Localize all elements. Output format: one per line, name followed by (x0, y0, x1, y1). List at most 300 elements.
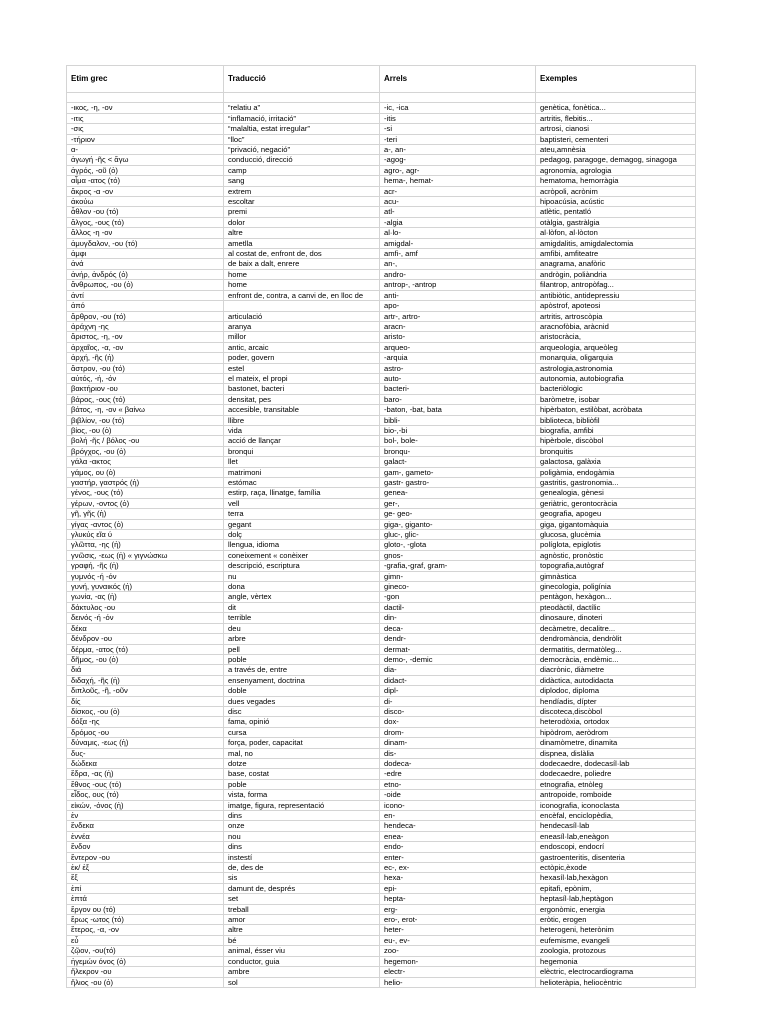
greek-etymon-cell: ἐπί (67, 883, 224, 893)
translation-cell: terra (224, 509, 380, 519)
table-row (67, 758, 696, 768)
translation-cell: mal, no (224, 748, 380, 758)
roots-cell: artr-, artro- (380, 311, 536, 321)
roots-cell: ge- geo- (380, 509, 536, 519)
glossary-sheet (66, 65, 695, 988)
examples-cell: dinosaure, dinoteri (536, 613, 696, 623)
table-row (67, 831, 696, 841)
table-row (67, 519, 696, 529)
greek-etymon-cell: ἀκούω (67, 197, 224, 207)
greek-etymon-cell: βάτος, -η, -ον « βαίνω (67, 405, 224, 415)
greek-etymon-cell: δέκα (67, 623, 224, 633)
spacer-cell (536, 93, 696, 103)
table-row (67, 207, 696, 217)
translation-cell: “relatiu a” (224, 103, 380, 113)
greek-etymon-cell: εἶδος, ους (τό) (67, 790, 224, 800)
translation-cell: dit (224, 602, 380, 612)
translation-cell: disc (224, 706, 380, 716)
greek-etymon-cell: γυνή, γυναικός (ἡ) (67, 582, 224, 592)
roots-cell: helio- (380, 977, 536, 987)
table-row (67, 498, 696, 508)
roots-cell: heter- (380, 925, 536, 935)
roots-cell: acr- (380, 186, 536, 196)
translation-cell: vista, forma (224, 790, 380, 800)
translation-cell: “inflamació, irritació” (224, 113, 380, 123)
roots-cell: amigdal- (380, 238, 536, 248)
table-row (67, 561, 696, 571)
table-row (67, 925, 696, 935)
greek-etymon-cell: ἕνδεκα (67, 821, 224, 831)
examples-cell: acròpoli, acrònim (536, 186, 696, 196)
examples-cell: eufemisme, evangeli (536, 935, 696, 945)
table-row (67, 613, 696, 623)
greek-etymon-cell: ἄκρος -α -ον (67, 186, 224, 196)
examples-cell: geografia, apogeu (536, 509, 696, 519)
greek-etymon-cell: γωνία, -ας (ἡ) (67, 592, 224, 602)
translation-cell: arbre (224, 634, 380, 644)
table-row (67, 790, 696, 800)
translation-cell: damunt de, després (224, 883, 380, 893)
roots-cell: apo- (380, 301, 536, 311)
examples-cell: epitafi, epònim, (536, 883, 696, 893)
table-row (67, 446, 696, 456)
table-row (67, 800, 696, 810)
table-row (67, 946, 696, 956)
examples-cell: dodecaedre, dodecasíl·lab (536, 758, 696, 768)
roots-cell: -grafia,-graf, gram- (380, 561, 536, 571)
translation-cell: matrimoni (224, 467, 380, 477)
greek-etymon-cell: -ιτις (67, 113, 224, 123)
translation-cell: poble (224, 654, 380, 664)
header-row (67, 66, 696, 93)
examples-cell: decàmetre, decalitre... (536, 623, 696, 633)
greek-etymon-cell: ζῷον, -ου(τό) (67, 946, 224, 956)
roots-cell: bacteri- (380, 384, 536, 394)
table-row (67, 904, 696, 914)
roots-cell: eu-, ev- (380, 935, 536, 945)
table-row (67, 478, 696, 488)
examples-cell: glucosa, glucèmia (536, 530, 696, 540)
greek-etymon-cell: δέρμα, -ατος (τό) (67, 644, 224, 654)
examples-cell: apòstrof, apoteosi (536, 301, 696, 311)
examples-cell: endoscopi, endocrí (536, 842, 696, 852)
greek-etymon-cell: δόξα -ης (67, 717, 224, 727)
translation-cell: a través de, entre (224, 665, 380, 675)
roots-cell: bibli- (380, 415, 536, 425)
translation-cell: altre (224, 228, 380, 238)
translation-cell: dona (224, 582, 380, 592)
roots-cell: -algia (380, 217, 536, 227)
greek-etymon-cell: -σις (67, 124, 224, 134)
roots-cell: aracn- (380, 321, 536, 331)
roots-cell: -si (380, 124, 536, 134)
greek-etymon-cell: δυς- (67, 748, 224, 758)
roots-cell: dermat- (380, 644, 536, 654)
translation-cell: treball (224, 904, 380, 914)
roots-cell: -oide (380, 790, 536, 800)
greek-etymon-cell: ἔργον ου (τό) (67, 904, 224, 914)
greek-etymon-cell: ἆθλον -ου (τό) (67, 207, 224, 217)
examples-cell: hipoacúsia, acústic (536, 197, 696, 207)
translation-cell: descripció, escriptura (224, 561, 380, 571)
examples-cell: etnografia, etnòleg (536, 779, 696, 789)
table-row (67, 686, 696, 696)
roots-cell: aristo- (380, 332, 536, 342)
examples-cell: giga, gigantomàquia (536, 519, 696, 529)
roots-cell: dinam- (380, 738, 536, 748)
translation-cell: gegant (224, 519, 380, 529)
greek-etymon-cell: ἤλεκρον -ου (67, 967, 224, 977)
table-row (67, 124, 696, 134)
greek-etymon-cell: ἀρχή, -ῆς (ἡ) (67, 353, 224, 363)
roots-cell: -arquia (380, 353, 536, 363)
roots-cell: hema-, hemat- (380, 176, 536, 186)
roots-cell: dia- (380, 665, 536, 675)
table-row (67, 571, 696, 581)
translation-cell: “malaltia, estat irregular” (224, 124, 380, 134)
examples-cell: democràcia, endèmic... (536, 654, 696, 664)
table-row (67, 176, 696, 186)
translation-cell: escoltar (224, 197, 380, 207)
examples-cell: didàctica, autodidacta (536, 675, 696, 685)
examples-cell: al·lòfon, al·lòcton (536, 228, 696, 238)
translation-cell: extrem (224, 186, 380, 196)
translation-cell: altre (224, 925, 380, 935)
greek-etymon-cell: βάρος, -ους (τό) (67, 394, 224, 404)
table-row (67, 405, 696, 415)
roots-cell: atl- (380, 207, 536, 217)
table-row (67, 894, 696, 904)
roots-cell: ger-, (380, 498, 536, 508)
greek-etymon-cell: ἔντερον -ου (67, 852, 224, 862)
roots-cell: an-, (380, 259, 536, 269)
roots-cell: a-, an- (380, 145, 536, 155)
examples-cell: hendecasíl·lab (536, 821, 696, 831)
examples-cell: hipòdrom, aeròdrom (536, 727, 696, 737)
roots-cell: agro-, agr- (380, 165, 536, 175)
roots-cell: bronqu- (380, 446, 536, 456)
examples-cell: filantrop, antropòfag... (536, 280, 696, 290)
table-row (67, 811, 696, 821)
roots-cell: auto- (380, 373, 536, 383)
examples-cell: poligàmia, endogàmia (536, 467, 696, 477)
roots-cell: arqueo- (380, 342, 536, 352)
greek-etymon-cell: ἕξ (67, 873, 224, 883)
examples-cell: eròtic, erogen (536, 915, 696, 925)
table-row (67, 290, 696, 300)
examples-cell: heterogeni, heterònim (536, 925, 696, 935)
roots-cell: icono- (380, 800, 536, 810)
greek-etymon-cell: α- (67, 145, 224, 155)
table-row (67, 134, 696, 144)
table-row (67, 145, 696, 155)
translation-cell: terrible (224, 613, 380, 623)
greek-etymon-cell: αὐτός, -ή, -όν (67, 373, 224, 383)
examples-cell: agnòstic, pronòstic (536, 550, 696, 560)
examples-cell: ectòpic,èxode (536, 863, 696, 873)
table-row (67, 779, 696, 789)
translation-cell: imatge, figura, representació (224, 800, 380, 810)
table-row (67, 967, 696, 977)
table-row (67, 738, 696, 748)
translation-cell: sis (224, 873, 380, 883)
examples-cell: gastroenteritis, disenteria (536, 852, 696, 862)
table-row (67, 259, 696, 269)
translation-cell: poder, govern (224, 353, 380, 363)
greek-etymon-cell: βολή -ῆς / βόλος -ου (67, 436, 224, 446)
translation-cell: sol (224, 977, 380, 987)
examples-cell: baròmetre, isobar (536, 394, 696, 404)
examples-cell: dispnea, dislàlia (536, 748, 696, 758)
examples-cell: hendíadis, dípter (536, 696, 696, 706)
greek-etymon-cell: ἀγωγή -ῆς < ἄγω (67, 155, 224, 165)
translation-cell: antic, arcaic (224, 342, 380, 352)
roots-cell: gluc-, glic- (380, 530, 536, 540)
table-row (67, 238, 696, 248)
roots-cell: didact- (380, 675, 536, 685)
spacer-cell (67, 93, 224, 103)
table-row (67, 321, 696, 331)
roots-cell: gloto-, -glota (380, 540, 536, 550)
table-row (67, 873, 696, 883)
table-row (67, 634, 696, 644)
table-row (67, 373, 696, 383)
greek-etymon-cell: ἀνήρ, ἀνδρός (ὁ) (67, 269, 224, 279)
translation-cell: set (224, 894, 380, 904)
table-row (67, 582, 696, 592)
greek-etymon-cell: ἔρως -ωτος (τό) (67, 915, 224, 925)
table-row (67, 602, 696, 612)
table-row (67, 467, 696, 477)
translation-cell: fama, opinió (224, 717, 380, 727)
translation-cell: instestí (224, 852, 380, 862)
translation-cell: bé (224, 935, 380, 945)
translation-cell: al costat de, enfront de, dos (224, 249, 380, 259)
greek-etymon-cell: ἀμφι (67, 249, 224, 259)
translation-cell: dins (224, 811, 380, 821)
translation-cell: força, poder, capacitat (224, 738, 380, 748)
table-row (67, 675, 696, 685)
greek-etymon-cell: ἄρθρον, -ου (τό) (67, 311, 224, 321)
table-row (67, 863, 696, 873)
roots-cell: -baton, -bat, bata (380, 405, 536, 415)
greek-etymon-cell: ἄνθρωπος, -ου (ὁ) (67, 280, 224, 290)
roots-cell: dendr- (380, 634, 536, 644)
header-roots: Arrels (380, 66, 536, 93)
translation-cell: base, costat (224, 769, 380, 779)
greek-etymon-cell: ἐκ/ ἐξ (67, 863, 224, 873)
table-row (67, 301, 696, 311)
translation-cell: estel (224, 363, 380, 373)
roots-cell: demo-, -demic (380, 654, 536, 664)
translation-cell: estirp, raça, llinatge, família (224, 488, 380, 498)
roots-cell: etno- (380, 779, 536, 789)
table-row (67, 113, 696, 123)
table-row (67, 165, 696, 175)
examples-cell: artritis, flebitis... (536, 113, 696, 123)
examples-cell: agronomia, agrologia (536, 165, 696, 175)
greek-etymon-cell: δίς (67, 696, 224, 706)
greek-etymon-cell: ἀπό (67, 301, 224, 311)
translation-cell: coneixement « conèixer (224, 550, 380, 560)
translation-cell: deu (224, 623, 380, 633)
roots-cell: gimn- (380, 571, 536, 581)
translation-cell: enfront de, contra, a canvi de, en lloc de (224, 290, 380, 300)
roots-cell: ero-, erot- (380, 915, 536, 925)
greek-etymon-cell: βίος, -ου (ὁ) (67, 425, 224, 435)
roots-cell: -ic, -ica (380, 103, 536, 113)
table-row (67, 935, 696, 945)
greek-etymon-cell: ἄλγος, -ους (τό) (67, 217, 224, 227)
translation-cell: “lloc” (224, 134, 380, 144)
examples-cell: hematoma, hemorràgia (536, 176, 696, 186)
examples-cell: hipèrbaton, estilòbat, acròbata (536, 405, 696, 415)
roots-cell: giga-, giganto- (380, 519, 536, 529)
examples-cell: pedagog, paragoge, demagog, sinagoga (536, 155, 696, 165)
examples-cell: antropoide, romboide (536, 790, 696, 800)
greek-etymon-cell: διπλοῦς, -ῆ, -οῦν (67, 686, 224, 696)
greek-etymon-cell: αἷμα -ατος (τό) (67, 176, 224, 186)
translation-cell: accesible, transitable (224, 405, 380, 415)
table-row (67, 155, 696, 165)
examples-cell: monarquia, oligarquia (536, 353, 696, 363)
examples-cell: galactosa, galàxia (536, 457, 696, 467)
roots-cell: ec-, ex- (380, 863, 536, 873)
greek-etymon-cell: γάμος, ου (ὁ) (67, 467, 224, 477)
greek-etymon-cell: δῆμος, -ου (ὁ) (67, 654, 224, 664)
examples-cell: arqueologia, arqueòleg (536, 342, 696, 352)
examples-cell: ateu,amnèsia (536, 145, 696, 155)
examples-cell: elèctric, electrocardiograma (536, 967, 696, 977)
roots-cell: drom- (380, 727, 536, 737)
examples-cell: amigdalitis, amigdalectomia (536, 238, 696, 248)
roots-cell: enter- (380, 852, 536, 862)
greek-etymon-cell: δύναμις, -εως (ἡ) (67, 738, 224, 748)
translation-cell: dolç (224, 530, 380, 540)
table-row (67, 342, 696, 352)
translation-cell: el mateix, el propi (224, 373, 380, 383)
translation-cell: conductor, guia (224, 956, 380, 966)
examples-cell: discoteca,discòbol (536, 706, 696, 716)
greek-etymon-cell: βρόγχος, -ου (ὁ) (67, 446, 224, 456)
translation-cell: dotze (224, 758, 380, 768)
examples-cell: aracnofòbia, aràcnid (536, 321, 696, 331)
roots-cell: al·lo- (380, 228, 536, 238)
roots-cell: -itis (380, 113, 536, 123)
table-row (67, 623, 696, 633)
roots-cell: bol-, bole- (380, 436, 536, 446)
examples-cell: geriàtric, gerontocràcia (536, 498, 696, 508)
roots-cell: hexa- (380, 873, 536, 883)
table-row (67, 353, 696, 363)
examples-cell: ergonòmic, energia (536, 904, 696, 914)
greek-etymon-cell: γλῶττα, -ης (ἡ) (67, 540, 224, 550)
examples-cell: ginecologia, poligínia (536, 582, 696, 592)
examples-cell: hegemonia (536, 956, 696, 966)
examples-cell: pentàgon, hexàgon... (536, 592, 696, 602)
roots-cell: dox- (380, 717, 536, 727)
translation-cell (224, 301, 380, 311)
greek-etymon-cell: ἥλιος -ου (ὁ) (67, 977, 224, 987)
examples-cell: autonomia, autobiografia (536, 373, 696, 383)
table-row (67, 530, 696, 540)
translation-cell: dues vegades (224, 696, 380, 706)
translation-cell: llet (224, 457, 380, 467)
examples-cell: artrosi, cianosi (536, 124, 696, 134)
translation-cell: millor (224, 332, 380, 342)
table-row (67, 363, 696, 373)
greek-etymon-cell: δώδεκα (67, 758, 224, 768)
greek-etymon-cell: ἐννέα (67, 831, 224, 841)
table-row (67, 332, 696, 342)
translation-cell: dins (224, 842, 380, 852)
roots-cell: anti- (380, 290, 536, 300)
table-body (67, 66, 696, 988)
roots-cell: -gon (380, 592, 536, 602)
translation-cell: aranya (224, 321, 380, 331)
examples-cell: políglota, epiglotis (536, 540, 696, 550)
table-row (67, 415, 696, 425)
greek-etymon-cell: ἑπτά (67, 894, 224, 904)
roots-cell: erg- (380, 904, 536, 914)
examples-cell: gimnàstica (536, 571, 696, 581)
examples-cell: atlètic, pentatló (536, 207, 696, 217)
translation-cell: articulació (224, 311, 380, 321)
roots-cell: andro- (380, 269, 536, 279)
spacer-row (67, 93, 696, 103)
roots-cell: antrop-, -antrop (380, 280, 536, 290)
examples-cell: diacrònic, diàmetre (536, 665, 696, 675)
roots-cell: endo- (380, 842, 536, 852)
greek-etymon-cell: δρόμος -ου (67, 727, 224, 737)
roots-cell: enea- (380, 831, 536, 841)
roots-cell: dis- (380, 748, 536, 758)
translation-cell: premi (224, 207, 380, 217)
roots-cell: dipl- (380, 686, 536, 696)
greek-etymon-cell: δεινός -ή -όν (67, 613, 224, 623)
examples-cell: heptasíl·lab,heptàgon (536, 894, 696, 904)
greek-etymon-cell: γραφή, -ῆς (ἡ) (67, 561, 224, 571)
translation-cell: llibre (224, 415, 380, 425)
table-row (67, 436, 696, 446)
examples-cell: anagrama, anafòric (536, 259, 696, 269)
table-row (67, 540, 696, 550)
greek-etymon-cell: διά (67, 665, 224, 675)
table-row (67, 696, 696, 706)
roots-cell: hepta- (380, 894, 536, 904)
examples-cell: andrògin, poliàndria (536, 269, 696, 279)
examples-cell: encèfal, enciclopèdia, (536, 811, 696, 821)
translation-cell: amor (224, 915, 380, 925)
greek-etymon-cell: γνῶσις, -εως (ἡ) « γιγνώσκω (67, 550, 224, 560)
greek-etymon-cell: γάλα -ακτος (67, 457, 224, 467)
table-row (67, 883, 696, 893)
translation-cell: bronqui (224, 446, 380, 456)
examples-cell: hipèrbole, discòbol (536, 436, 696, 446)
table-row (67, 769, 696, 779)
roots-cell: -edre (380, 769, 536, 779)
examples-cell: bronquitis (536, 446, 696, 456)
examples-cell: dendromància, dendròlit (536, 634, 696, 644)
examples-cell: biblioteca, bibliòfil (536, 415, 696, 425)
examples-cell: eneasíl·lab,eneàgon (536, 831, 696, 841)
greek-etymon-cell: ἄριστος, -η, -ον (67, 332, 224, 342)
greek-etymon-cell: δένδρον -ου (67, 634, 224, 644)
greek-etymon-cell: -ικος, -η, -ον (67, 103, 224, 113)
table-row (67, 977, 696, 987)
translation-cell: vell (224, 498, 380, 508)
examples-cell: pteodàctil, dactílic (536, 602, 696, 612)
